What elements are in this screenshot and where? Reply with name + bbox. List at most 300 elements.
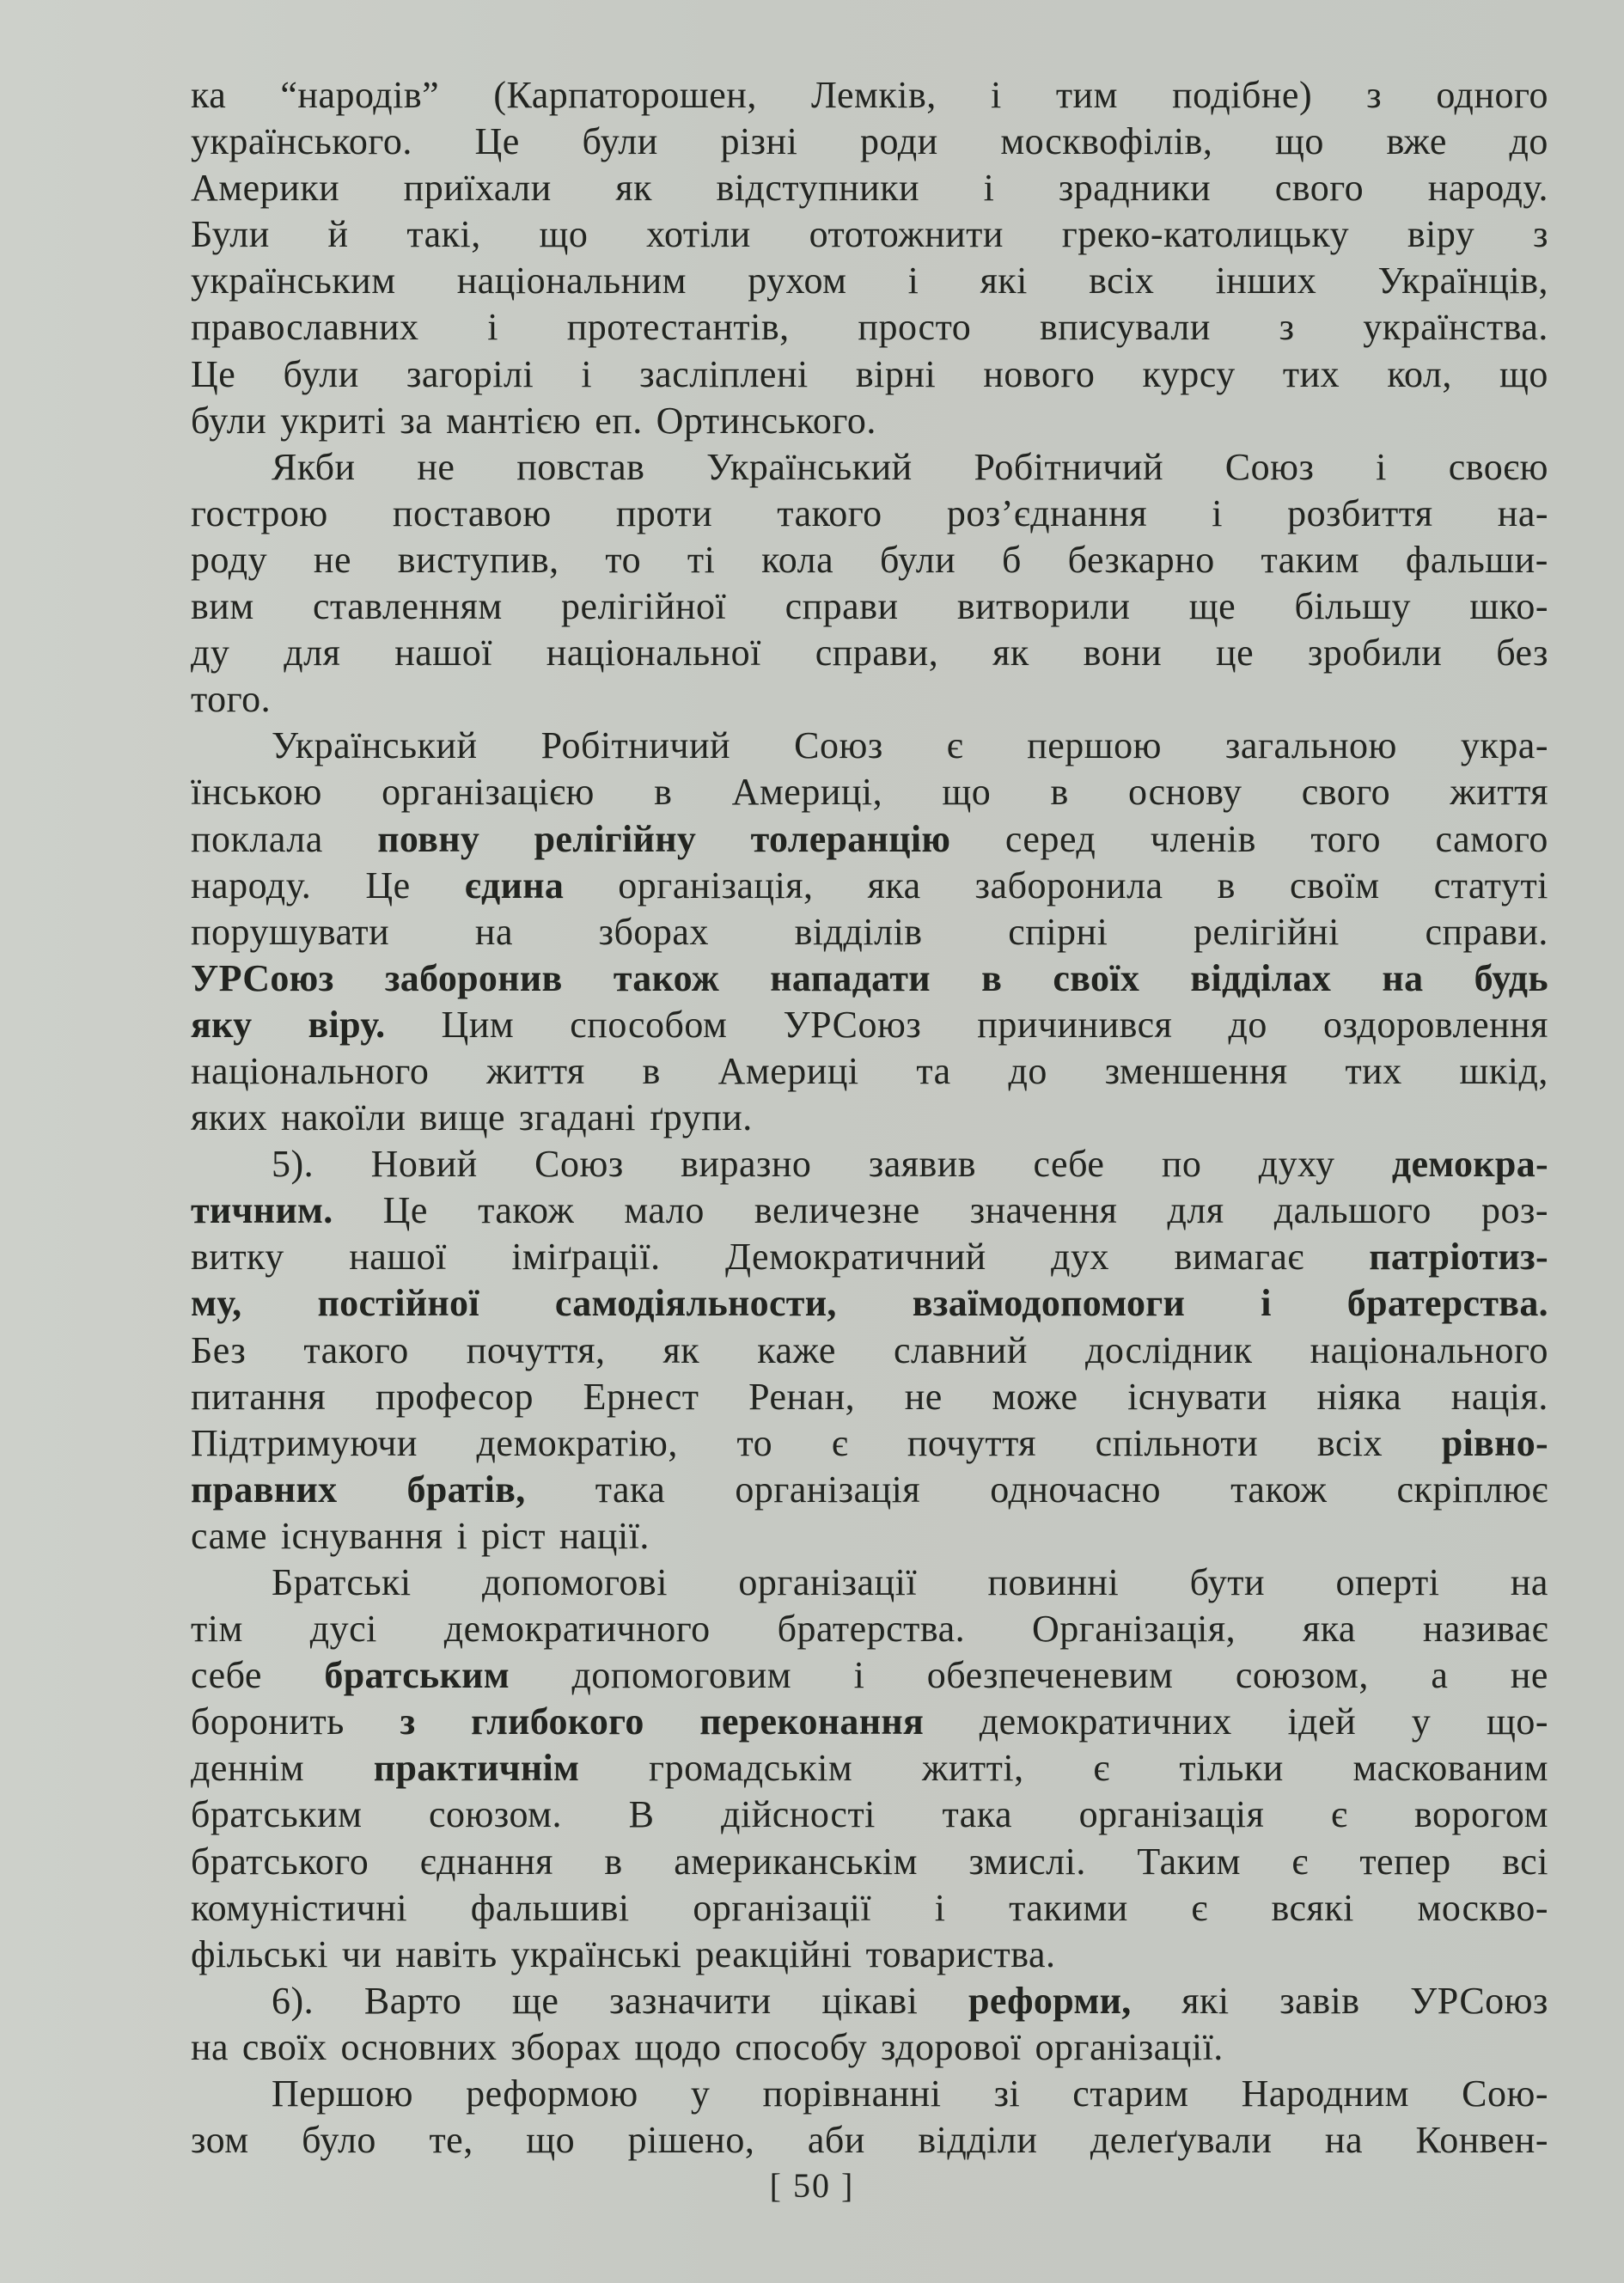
- text: Сою-: [1462, 2072, 1548, 2115]
- text: громадськім: [649, 1747, 853, 1790]
- text: Робітничий: [540, 724, 731, 767]
- text: національного: [191, 1049, 430, 1092]
- text: народу.: [1427, 167, 1548, 210]
- text: Без: [191, 1328, 247, 1371]
- text: та: [916, 1049, 951, 1092]
- text: дусі: [309, 1608, 377, 1651]
- word: [272, 723, 478, 769]
- word: [1216, 258, 1317, 304]
- word: [1279, 1978, 1359, 2024]
- text: зробили: [1308, 632, 1443, 675]
- word: [970, 1187, 1118, 1234]
- text: демократію,: [476, 1421, 678, 1464]
- word: [1294, 583, 1411, 630]
- text-line: [191, 1839, 1548, 1885]
- text: є: [1291, 1840, 1309, 1883]
- bold-text: УРСоюз: [191, 956, 334, 999]
- bold-text: демокра-: [1391, 1143, 1548, 1186]
- text: Були: [191, 213, 270, 256]
- text: в: [1050, 771, 1069, 814]
- word: [1392, 1141, 1548, 1187]
- text: загальною: [1225, 724, 1397, 767]
- word: [615, 165, 652, 211]
- word: [191, 583, 254, 630]
- word: [310, 1606, 377, 1652]
- text: союзом.: [429, 1793, 563, 1836]
- word: [1511, 1560, 1548, 1606]
- word: [191, 1328, 246, 1374]
- word: [393, 491, 552, 537]
- text: допомогові: [482, 1561, 668, 1603]
- text: які: [980, 259, 1028, 302]
- text: реакційні: [695, 1932, 852, 1975]
- word: [1498, 491, 1548, 537]
- word: [777, 491, 882, 537]
- word: [1137, 1839, 1241, 1885]
- text-line: [191, 537, 1548, 583]
- word: [477, 1420, 678, 1467]
- text: демократичного: [443, 1608, 711, 1651]
- text: роз-: [1481, 1189, 1548, 1232]
- word: [1387, 351, 1452, 398]
- bold-text: будь: [1474, 956, 1548, 999]
- text-line: [191, 955, 1548, 1002]
- word: [609, 1978, 772, 2024]
- text: українського.: [191, 120, 412, 163]
- word: [860, 119, 938, 165]
- word: [191, 1467, 337, 1513]
- word: [1425, 909, 1548, 955]
- text: всякі: [1271, 1886, 1354, 1929]
- text: комуністичні: [191, 1886, 408, 1929]
- text: Це: [474, 120, 520, 163]
- text: греко-католицьку: [1061, 213, 1350, 256]
- text: самого: [1435, 817, 1548, 860]
- word: [942, 1792, 1012, 1838]
- text-line: [191, 1606, 1548, 1652]
- word: [629, 1792, 655, 1838]
- word: [992, 630, 1029, 676]
- word: [1434, 863, 1548, 909]
- text: тих: [1282, 352, 1340, 395]
- text: і: [990, 74, 1002, 116]
- word: [191, 1280, 241, 1327]
- bold-text: патріотиз-: [1369, 1236, 1548, 1279]
- text: ґрупи.: [649, 1096, 753, 1139]
- word: [868, 863, 921, 909]
- text: організація: [1078, 1793, 1265, 1836]
- word: [1283, 351, 1340, 398]
- document-page: [191, 72, 1548, 2220]
- bold-text: заборонив: [384, 956, 563, 999]
- word: [681, 1141, 811, 1187]
- text: відділи: [918, 2119, 1038, 2162]
- bold-text: глибокого: [471, 1700, 644, 1743]
- word: [446, 398, 581, 444]
- word: [957, 583, 1131, 630]
- text: для: [1167, 1189, 1224, 1232]
- word: [281, 1513, 443, 1560]
- word: [654, 769, 672, 815]
- word: [1347, 1280, 1548, 1327]
- word: [1511, 1652, 1548, 1699]
- word: [984, 165, 995, 211]
- word: [546, 630, 761, 676]
- word: [1416, 2117, 1548, 2164]
- word: [465, 863, 564, 909]
- text: і: [907, 259, 919, 302]
- text: які: [1181, 1979, 1230, 2022]
- word: [994, 2071, 1021, 2117]
- word: [1414, 1792, 1548, 1838]
- text: реформою: [466, 2072, 638, 2115]
- word: [406, 211, 480, 258]
- word: [1336, 1560, 1440, 1606]
- word: [1303, 1606, 1356, 1652]
- text: ще: [511, 1979, 559, 2022]
- text: Ортинського.: [656, 399, 876, 442]
- word: [1009, 1885, 1128, 1932]
- word: [783, 1002, 921, 1048]
- text: ідей: [1287, 1700, 1357, 1743]
- word: [1259, 1141, 1335, 1187]
- word: [1228, 1002, 1267, 1048]
- text: народу.: [191, 864, 312, 906]
- text: зі: [993, 2072, 1021, 2115]
- word: [639, 351, 808, 398]
- word: [284, 630, 340, 676]
- text: Лемків,: [810, 74, 937, 116]
- word: [815, 630, 938, 676]
- text: В: [628, 1793, 655, 1836]
- word: [1236, 1652, 1369, 1699]
- word: [1096, 1420, 1259, 1467]
- text: Таким: [1137, 1840, 1241, 1883]
- text: витворили: [956, 585, 1131, 628]
- text: деннім: [191, 1747, 305, 1790]
- word: [1412, 1699, 1432, 1745]
- word: [1460, 1048, 1548, 1095]
- text: демократичних: [979, 1700, 1232, 1743]
- text: що-: [1486, 1700, 1548, 1743]
- text: повинні: [987, 1561, 1120, 1603]
- word: [981, 955, 1002, 1002]
- text: не: [417, 445, 455, 488]
- word: [1345, 1048, 1401, 1095]
- text: по: [1161, 1143, 1202, 1186]
- word: [398, 537, 559, 583]
- text: виразно: [681, 1143, 812, 1186]
- word: [466, 2071, 638, 2117]
- text: старим: [1072, 2072, 1189, 2115]
- word: [1033, 1141, 1104, 1187]
- word: [191, 1048, 429, 1095]
- word: [191, 304, 419, 351]
- word: [854, 1652, 865, 1699]
- text: УРСоюз: [783, 1003, 922, 1046]
- text: професор: [375, 1375, 534, 1418]
- text: першою: [1027, 724, 1163, 767]
- word: [1436, 72, 1548, 119]
- word: [1377, 258, 1548, 304]
- bold-text: реформи,: [968, 1979, 1132, 2022]
- word: [1216, 630, 1254, 676]
- bold-text: му,: [191, 1282, 242, 1325]
- word: [1316, 1374, 1401, 1420]
- word: [572, 1652, 792, 1699]
- word: [983, 351, 1095, 398]
- word: [1353, 1745, 1548, 1792]
- text: себе: [1033, 1143, 1105, 1186]
- text: і: [1376, 445, 1387, 488]
- text: справи.: [1425, 910, 1548, 953]
- bold-text: переконання: [699, 1700, 925, 1743]
- text: еп.: [595, 399, 643, 442]
- word: [737, 1420, 773, 1467]
- text: справи: [785, 585, 899, 628]
- word: [191, 1699, 345, 1745]
- word: [191, 1839, 369, 1885]
- word: [555, 1280, 837, 1327]
- text: організацією: [382, 771, 595, 814]
- text-line: [191, 211, 1548, 258]
- text-line: [191, 1420, 1548, 1467]
- text-line: [191, 1280, 1548, 1327]
- text: на: [1324, 2119, 1363, 2162]
- text: бути: [1189, 1561, 1266, 1603]
- text-line: [191, 769, 1548, 815]
- word: [1035, 2024, 1224, 2071]
- text-line: [191, 723, 1548, 769]
- text: вірні: [855, 352, 937, 395]
- word: [735, 2024, 867, 2071]
- word: [272, 2071, 413, 2117]
- word: [328, 211, 349, 258]
- word: [1406, 537, 1548, 583]
- text: що: [526, 2119, 576, 2162]
- text-line: [191, 1002, 1548, 1048]
- word: [1212, 491, 1223, 537]
- word: [650, 1095, 753, 1141]
- word: [1002, 537, 1022, 583]
- word: [191, 1932, 328, 1978]
- word: [732, 769, 882, 815]
- text: боронить: [191, 1700, 345, 1743]
- word: [394, 630, 492, 676]
- text: те,: [429, 2119, 473, 2162]
- word: [1190, 955, 1331, 1002]
- text: оздоровлення: [1322, 1003, 1548, 1046]
- word: [429, 2117, 473, 2164]
- text: Це: [382, 1189, 428, 1232]
- text: допомоговим: [571, 1654, 792, 1697]
- text: українським: [191, 259, 396, 302]
- word: [272, 444, 356, 491]
- text: основних: [340, 2025, 498, 2068]
- word: [716, 165, 919, 211]
- word: [1317, 1420, 1383, 1467]
- word: [406, 351, 534, 398]
- word: [1085, 1328, 1253, 1374]
- word: [922, 1745, 1024, 1792]
- text: цікаві: [821, 1979, 919, 2022]
- word: [1230, 1467, 1327, 1513]
- text: своїх: [241, 2025, 327, 2068]
- word: [778, 1606, 966, 1652]
- word: [595, 398, 643, 444]
- word: [1218, 863, 1236, 909]
- word: [1287, 491, 1432, 537]
- text-line: [191, 258, 1548, 304]
- word: [1261, 537, 1360, 583]
- word: [706, 444, 913, 491]
- word: [191, 1606, 243, 1652]
- word: [1079, 1792, 1265, 1838]
- word: [419, 1095, 505, 1141]
- text: в: [642, 1049, 661, 1092]
- text: що: [942, 771, 992, 814]
- word: [1174, 1234, 1303, 1280]
- word: [191, 816, 323, 863]
- text: себе: [191, 1654, 262, 1697]
- word: [561, 583, 726, 630]
- text: життя: [1450, 771, 1548, 814]
- word: [1051, 769, 1069, 815]
- text-line: [191, 72, 1548, 119]
- word: [738, 1560, 917, 1606]
- word: [377, 816, 479, 863]
- text: Народним: [1241, 2072, 1409, 2115]
- text: Ренан,: [748, 1375, 856, 1418]
- text: як: [662, 1328, 700, 1371]
- text: загорілі: [406, 352, 534, 395]
- text: вим: [191, 585, 254, 628]
- text: витку: [191, 1236, 284, 1279]
- text: Організація,: [1032, 1608, 1236, 1651]
- text: ріст: [481, 1514, 546, 1557]
- text: є: [1331, 1793, 1348, 1836]
- text: може: [992, 1375, 1078, 1418]
- text: поставою: [392, 491, 552, 534]
- text: до: [1008, 1049, 1047, 1092]
- word: [735, 1467, 920, 1513]
- text: є: [1191, 1886, 1208, 1929]
- text: ставленням: [312, 585, 503, 628]
- word: [191, 72, 226, 119]
- word: [1325, 2117, 1363, 2164]
- text: УРСоюз: [1410, 1979, 1548, 2022]
- word: [1053, 955, 1139, 1002]
- text: вимагає: [1174, 1236, 1304, 1279]
- word: [512, 1978, 559, 2024]
- word: [540, 211, 589, 258]
- word: [809, 211, 1004, 258]
- word: [313, 583, 503, 630]
- text: до: [1509, 120, 1548, 163]
- text: значення: [969, 1189, 1118, 1232]
- text-line: [191, 398, 1548, 444]
- word: [1271, 1885, 1353, 1932]
- bold-text: братським: [324, 1654, 510, 1697]
- word: [471, 1699, 644, 1745]
- word: [541, 723, 731, 769]
- text: українські: [510, 1932, 682, 1975]
- bold-text: також: [613, 956, 720, 999]
- text-line: [191, 1932, 1548, 1978]
- word: [624, 1187, 704, 1234]
- text: шко-: [1469, 585, 1548, 628]
- text: тепер: [1359, 1840, 1451, 1883]
- text: укра-: [1460, 724, 1548, 767]
- text: нашої: [349, 1236, 447, 1279]
- word: [1449, 444, 1548, 491]
- text: почуття: [907, 1421, 1036, 1464]
- text-line: [191, 1885, 1548, 1932]
- text: б: [1002, 538, 1022, 581]
- word: [1274, 1187, 1432, 1234]
- word: [395, 1932, 497, 1978]
- word: [628, 2117, 755, 2164]
- text: є: [1093, 1747, 1110, 1790]
- text-line: [191, 1513, 1548, 1560]
- word: [894, 1328, 1028, 1374]
- text: такими: [1009, 1886, 1128, 1929]
- word: [905, 1374, 943, 1420]
- word: [375, 1374, 534, 1420]
- word: [191, 398, 266, 444]
- word: [721, 1792, 876, 1838]
- text-line: [191, 1792, 1548, 1838]
- text-line: [191, 863, 1548, 909]
- text: спільноти: [1095, 1421, 1259, 1464]
- word: [382, 769, 595, 815]
- text: зборах: [598, 910, 709, 953]
- word: [1027, 723, 1162, 769]
- text: шкід,: [1459, 1049, 1548, 1092]
- word: [417, 444, 455, 491]
- word: [581, 351, 592, 398]
- text: є: [831, 1421, 849, 1464]
- word: [646, 211, 751, 258]
- text: така: [595, 1468, 666, 1511]
- text: з: [1366, 74, 1383, 116]
- text: були: [582, 120, 658, 163]
- word: [567, 304, 790, 351]
- text: своїм: [1289, 864, 1380, 906]
- word: [968, 1978, 1132, 2024]
- word: [1172, 72, 1312, 119]
- text: зрадники: [1058, 167, 1212, 210]
- word: [486, 1048, 585, 1095]
- word: [1127, 1374, 1267, 1420]
- text: життя: [486, 1049, 585, 1092]
- word: [1359, 1839, 1450, 1885]
- text-line: [191, 2117, 1548, 2164]
- text: накоїли: [281, 1096, 406, 1139]
- word: [481, 1513, 546, 1560]
- text: ніяка: [1316, 1375, 1402, 1418]
- text: братського: [191, 1840, 369, 1883]
- text: такі,: [406, 213, 481, 256]
- word: [1093, 1745, 1109, 1792]
- word: [191, 1420, 418, 1467]
- text: також: [478, 1189, 575, 1232]
- word: [1194, 909, 1340, 955]
- text: членів: [1150, 817, 1256, 860]
- text: курсу: [1142, 352, 1236, 395]
- word: [1279, 304, 1295, 351]
- word: [748, 1374, 855, 1420]
